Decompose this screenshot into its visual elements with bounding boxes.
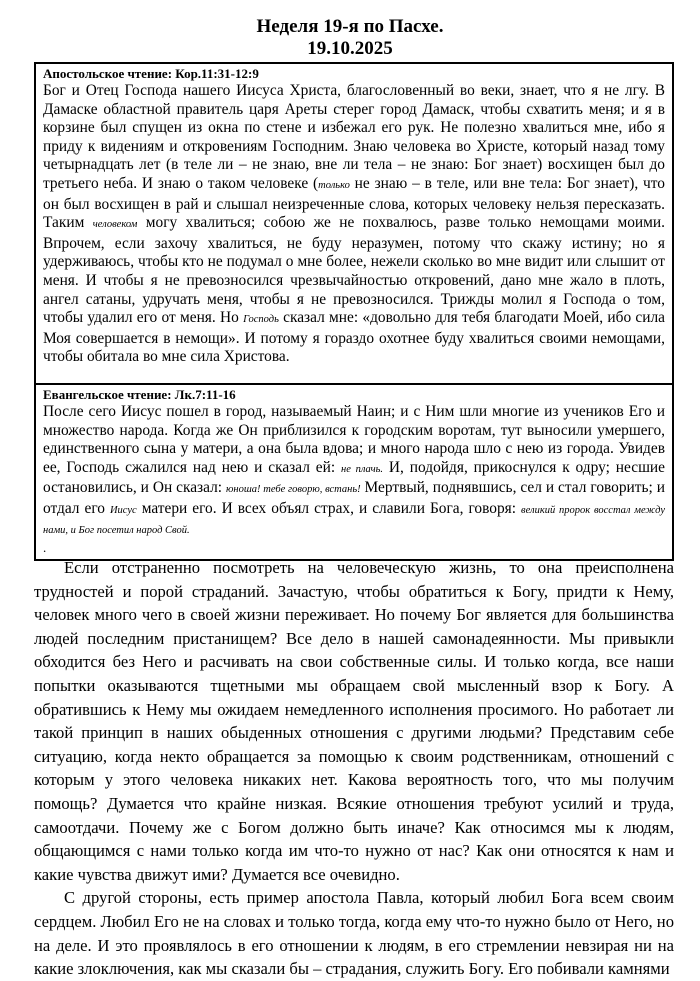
text-run: сказал мне: «довольно для тебя благодати Моей, ибо сила Моя совершается в немощи». И потому я гораздо охотнее буду хвалиться своими немощами, чтобы обитала во мне сила Христова. (43, 309, 665, 366)
text-run: могу хвалиться; собою же не похвалюсь, разве только немощами моими. Впрочем, если захочу хвалиться, не буду неразумен, потому что скажу истину; но я удерживаюсь, чтобы кто не подумал о мне более, нежели сколько во мне видит или слышит от меня. И чтобы я не превозносился чрезвычайностью откровений, дано мне жало в плоть, ангел сатаны, удручать меня, чтобы я не превозносился. Трижды молил я Господа о том, чтобы удалил его от меня. Но (43, 214, 665, 327)
gospel-reading-label: Евангельское чтение: Лк.7:11-16 (43, 386, 236, 402)
text-run: После сего Иисус пошел в город, называемый Наин; и с Ним шли многие из учеников Его и множество народа. Когда же Он приблизился к городским воротам, тут выносили умершего, единственного сына у матери, а она была вдова; и много народа шло с нею из города. Увидев ее, Господь сжалился над нею и сказал ей: (43, 402, 665, 476)
sermon-paragraph: Если отстраненно посмотреть на человеческую жизнь, то она преисполнена трудностей и порой страданий. Зачастую, чтобы обратиться к Богу, придти к Нему, человек много чего в своей жизни переживает. Но почему Бог является для большинства людей последним пристанищем? Все дело в нашей самонадеянности. Мы привыкли обходится без Него и расчивать на свои собственные силы. И только когда, все наши попытки оказываются тщетными мы обращаем свой мысленный взор к Богу. А обратившись к Нему мы ожидаем немедленного исполнения просимого. Но работает ли такой принцип в наших обыденных отношения с другими людьми? Представим себе ситуацию, когда некто обращается за помощью к своим родственникам, отношений с которым у этого человека никаких нет. Какова вероятность того, что мы получим помощь? Думается что крайне низкая. Всякие отношения требуют усилий и труда, самоотдачи. Почему же с Богом должно быть иначе? Как относимся мы к людям, общающимся с нами только когда им что-то нужно от нас? Как они относятся к нам и какие чувства движут ими? Думается все очевидно. (34, 558, 674, 884)
gospel-reading-text (43, 403, 665, 541)
text-run: матери его. И всех объял страх, и славили Бога, говоря: (136, 499, 522, 517)
italic-run: Иисус (109, 504, 137, 516)
readings-box (34, 62, 674, 561)
italic-run: только (318, 179, 350, 191)
apostle-reading-label: Апостольское чтение: Кор.11:31-12:9 (43, 66, 259, 81)
page-date: 19.10.2025 (307, 38, 393, 59)
text-run: не знаю – в теле, или вне тела: Бог знает), что он был восхищен в рай и слышал неизреченные слова, которых человеку нельзя пересказать. Таким (43, 174, 665, 232)
text-run: Мертвый, поднявшись, сел и стал говорить; и отдал его (43, 479, 666, 517)
italic-run: человеком (92, 219, 138, 231)
gospel-reading (36, 383, 672, 559)
sermon-paragraph: С другой стороны, есть пример апостола Павла, который любил Бога всем своим сердцем. Любил Его не на словах и только тогда, когда ему что-то нужно было от Него, но на деле. И это проявлялось в его отношении к людям, в его стремлении невзирая ни на какие злоключения, как мы сказали бы – страдания, служить Богу. Его побивали камнями (34, 888, 674, 979)
sermon-text (34, 556, 674, 981)
trailing-mark: . (43, 540, 47, 556)
italic-run: великий пророк восстал между нами, и Бог посетил народ Свой. (43, 504, 665, 537)
italic-run: юноша! тебе говорю, встань! (226, 484, 361, 496)
italic-run: Господь (243, 314, 279, 326)
page-title: Неделя 19-я по Пасхе. (256, 16, 444, 37)
apostle-reading (36, 64, 672, 383)
text-run: И, подойдя, прикоснулся к одру; несшие остановились, и Он сказал: (43, 458, 665, 497)
page-header (0, 16, 700, 60)
italic-run: не плачь. (341, 463, 384, 475)
apostle-reading-text (43, 82, 665, 379)
text-run: Бог и Отец Господа нашего Иисуса Христа, благословенный во веки, знает, что я не лгу. В Дамаске областной правитель царя Ареты стерег город Дамаск, чтобы схватить меня; и я в корзине был спущен из окна по стене и избежал его рук. Не полезно хвалиться мне, ибо я приду к видениям и откровениям Господним. Знаю человека во Христе, который назад тому четырнадцать лет (в теле ли – не знаю, вне ли тела – не знаю: Бог знает) восхищен был до третьего неба. И знаю о таком человеке ( (43, 82, 665, 192)
